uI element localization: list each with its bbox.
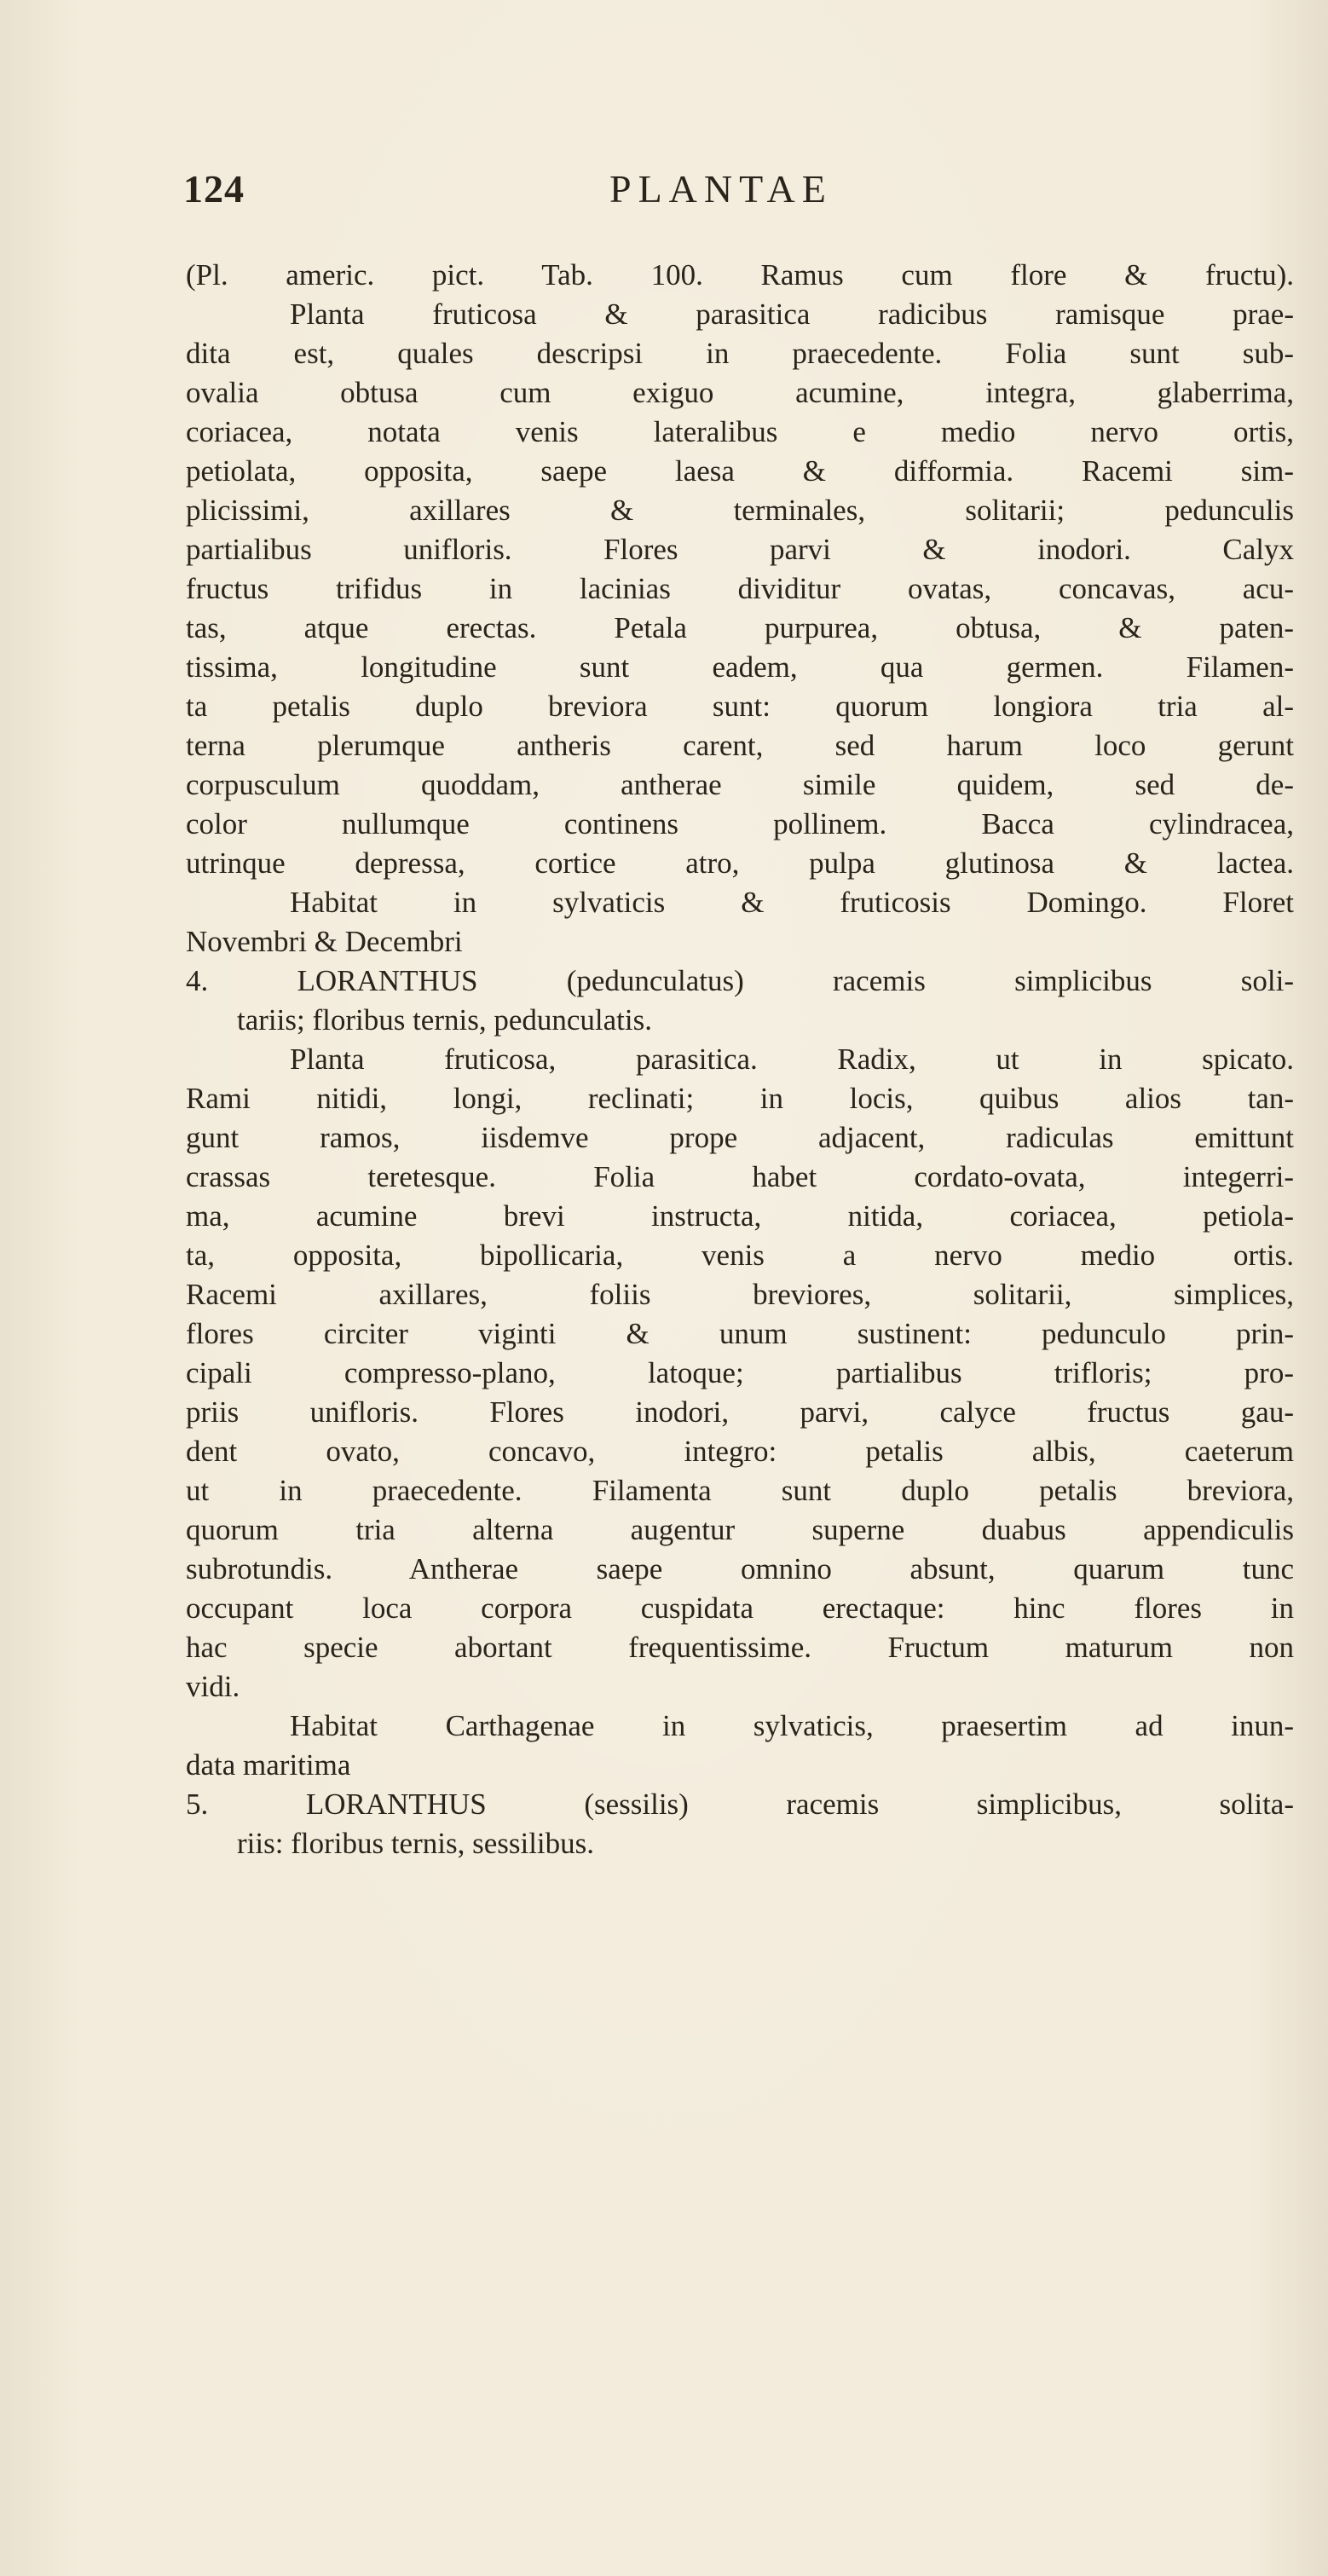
text-line: dita est, quales descripsi in praecedente. Folia sunt sub- bbox=[186, 337, 1294, 370]
text-line: Rami nitidi, longi, reclinati; in locis, quibus alios tan- bbox=[186, 1082, 1294, 1115]
text-line: partialibus unifloris. Flores parvi & inodori. Calyx bbox=[186, 533, 1294, 566]
text-line: hac specie abortant frequentissime. Fructum maturum non bbox=[186, 1631, 1294, 1664]
text-line: Habitat Carthagenae in sylvaticis, praesertim ad inun- bbox=[290, 1709, 1294, 1742]
text-line: Planta fruticosa & parasitica radicibus ramisque prae- bbox=[290, 297, 1294, 331]
text-line: terna plerumque antheris carent, sed harum loco gerunt bbox=[186, 729, 1294, 762]
text-line: dent ovato, concavo, integro: petalis albis, caeterum bbox=[186, 1435, 1294, 1468]
text-line: Racemi axillares, foliis breviores, solitarii, simplices, bbox=[186, 1278, 1294, 1311]
text-line: petiolata, opposita, saepe laesa & difformia. Racemi sim- bbox=[186, 454, 1294, 488]
text-line: plicissimi, axillares & terminales, solitarii; pedunculis bbox=[186, 494, 1294, 527]
text-line: ta, opposita, bipollicaria, venis a nervo medio ortis. bbox=[186, 1239, 1294, 1272]
text-line: utrinque depressa, cortice atro, pulpa glutinosa & lactea. bbox=[186, 846, 1294, 880]
page-header bbox=[183, 166, 1308, 217]
text-line: priis unifloris. Flores inodori, parvi, calyce fructus gau- bbox=[186, 1395, 1294, 1429]
text-line: vidi. bbox=[186, 1670, 240, 1703]
text-line: (Pl. americ. pict. Tab. 100. Ramus cum flore & fructu). bbox=[186, 258, 1294, 292]
text-line: coriacea, notata venis lateralibus e medio nervo ortis, bbox=[186, 415, 1294, 448]
species-heading-cont: riis: floribus ternis, sessilibus. bbox=[237, 1827, 595, 1860]
text-line: Novembri & Decembri bbox=[186, 925, 463, 958]
text-line: flores circiter viginti & unum sustinent: pedunculo prin- bbox=[186, 1317, 1294, 1350]
running-head: PLANTAE bbox=[609, 167, 833, 211]
body-text bbox=[186, 256, 1294, 1863]
text-line: ovalia obtusa cum exiguo acumine, integra, glaberrima, bbox=[186, 376, 1294, 409]
text-line: Planta fruticosa, parasitica. Radix, ut in spicato. bbox=[290, 1043, 1294, 1076]
text-line: color nullumque continens pollinem. Bacca cylindracea, bbox=[186, 807, 1294, 840]
species-heading: 4. LORANTHUS (pedunculatus) racemis simplicibus soli- bbox=[186, 964, 1294, 997]
text-line: Habitat in sylvaticis & fruticosis Domingo. Floret bbox=[290, 886, 1294, 919]
text-line: crassas teretesque. Folia habet cordato-ovata, integerri- bbox=[186, 1160, 1294, 1193]
species-heading: 5. LORANTHUS (sessilis) racemis simplicibus, solita- bbox=[186, 1788, 1294, 1821]
text-line: fructus trifidus in lacinias dividitur ovatas, concavas, acu- bbox=[186, 572, 1294, 605]
text-line: tas, atque erectas. Petala purpurea, obtusa, & paten- bbox=[186, 611, 1294, 644]
text-line: tissima, longitudine sunt eadem, qua germen. Filamen- bbox=[186, 650, 1294, 684]
species-heading-cont: tariis; floribus ternis, pedunculatis. bbox=[237, 1003, 652, 1037]
text-line: data maritima bbox=[186, 1748, 351, 1782]
text-line: subrotundis. Antherae saepe omnino absunt, quarum tunc bbox=[186, 1552, 1294, 1585]
text-line: ta petalis duplo breviora sunt: quorum longiora tria al- bbox=[186, 690, 1294, 723]
text-line: ut in praecedente. Filamenta sunt duplo petalis breviora, bbox=[186, 1474, 1294, 1507]
text-line: gunt ramos, iisdemve prope adjacent, radiculas emittunt bbox=[186, 1121, 1294, 1154]
text-line: quorum tria alterna augentur superne duabus appendiculis bbox=[186, 1513, 1294, 1546]
text-line: occupant loca corpora cuspidata erectaque: hinc flores in bbox=[186, 1591, 1294, 1625]
text-line: ma, acumine brevi instructa, nitida, coriacea, petiola- bbox=[186, 1199, 1294, 1233]
text-line: corpusculum quoddam, antherae simile quidem, sed de- bbox=[186, 768, 1294, 801]
text-line: cipali compresso-plano, latoque; partialibus trifloris; pro- bbox=[186, 1356, 1294, 1389]
page-number: 124 bbox=[183, 167, 245, 211]
